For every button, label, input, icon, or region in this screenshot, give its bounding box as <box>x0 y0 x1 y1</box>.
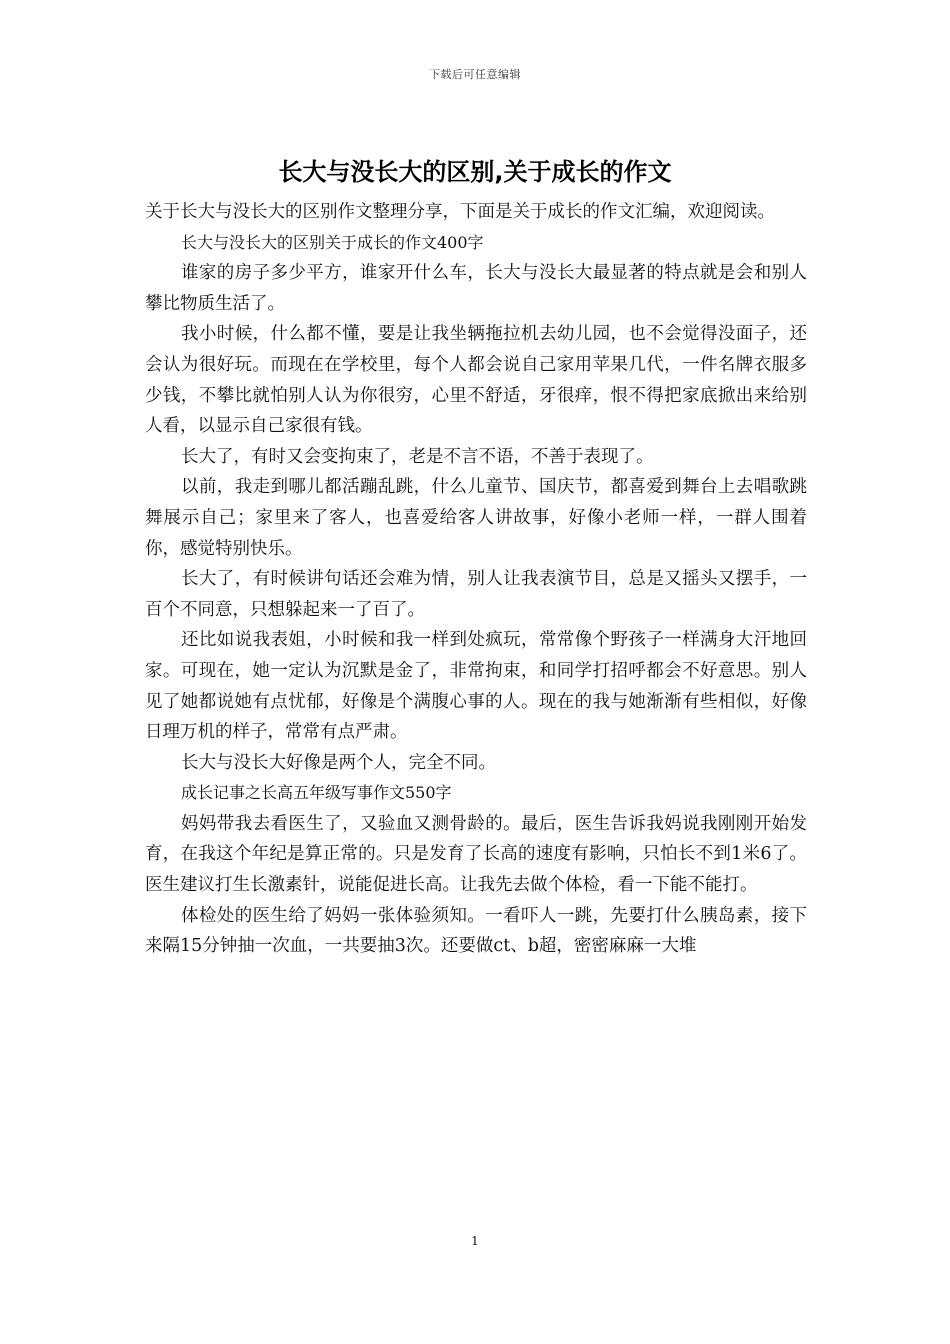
paragraph: 长大了，有时候讲句话还会难为情，别人让我表演节目，总是又摇头又摆手，一百个不同意，只想躲起来一了百了。 <box>145 569 807 620</box>
page-header: 下载后可任意编辑 <box>429 68 521 81</box>
paragraph: 我小时候，什么都不懂，要是让我坐辆拖拉机去幼儿园，也不会觉得没面子，还会认为很好玩。而现在在学校里，每个人都会说自己家用苹果几代，一件名牌衣服多少钱，不攀比就怕别人认为你很穷，心里不舒适，牙很痒，恨不得把家底掀出来给别人看，以显示自己家很有钱。 <box>145 324 807 437</box>
paragraph: 体检处的医生给了妈妈一张体验须知。一看吓人一跳，先要打什么胰岛素，接下来隔15分钟抽一次血，一共要抽3次。还要做ct、b超，密密麻麻一大堆 <box>145 905 807 957</box>
page-number: 1 <box>471 1234 479 1248</box>
paragraph: 妈妈带我去看医生了，又验血又测骨龄的。最后，医生告诉我妈说我刚刚开始发育，在我这个年纪是算正常的。只是发育了长高的速度有影响，只怕长不到1米6了。医生建议打生长激素针，说能促进长高。让我先去做个体检，看一下能不能打。 <box>145 813 807 896</box>
paragraph: 以前，我走到哪儿都活蹦乱跳，什么儿童节、国庆节，都喜爱到舞台上去唱歌跳舞展示自己；家里来了客人，也喜爱给客人讲故事，好像小老师一样，一群人围着你，感觉特别快乐。 <box>145 477 807 559</box>
paragraph: 长大了，有时又会变拘束了，老是不言不语，不善于表现了。 <box>181 446 654 467</box>
section-heading-1: 长大与没长大的区别关于成长的作文400字 <box>181 232 484 252</box>
intro-paragraph: 关于长大与没长大的区别作文整理分享，下面是关于成长的作文汇编，欢迎阅读。 <box>145 202 775 222</box>
paragraph: 长大与没长大好像是两个人，完全不同。 <box>181 752 496 773</box>
paragraph: 还比如说我表姐，小时候和我一样到处疯玩，常常像个野孩子一样满身大汗地回家。可现在，她一定认为沉默是金了，非常拘束，和同学打招呼都会不好意思。别人见了她都说她有点忧郁，好像是个满腹心事的人。现在的我与她渐渐有些相似，好像日理万机的样子，常常有点严肃。 <box>145 630 807 743</box>
document-title: 长大与没长大的区别,关于成长的作文 <box>278 158 672 186</box>
section-heading-2: 成长记事之长高五年级写事作文550字 <box>181 783 452 803</box>
document-body <box>145 197 807 962</box>
paragraph: 谁家的房子多少平方，谁家开什么车，长大与没长大最显著的特点就是会和别人攀比物质生活了。 <box>145 263 807 314</box>
